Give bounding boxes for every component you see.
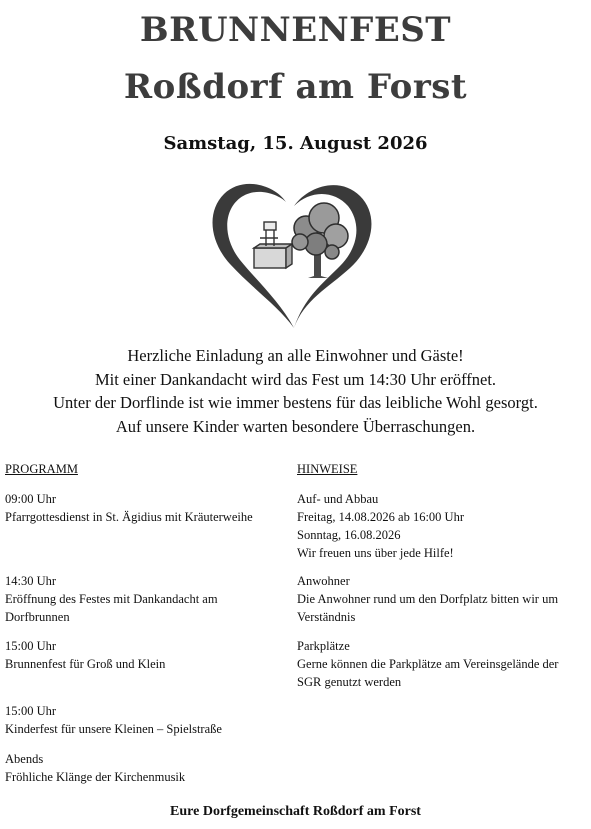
footer-signature: Eure Dorfgemeinschaft Roßdorf am Forst bbox=[170, 804, 421, 819]
invitation-text bbox=[0, 344, 591, 438]
title-line-1: BRUNNENFEST bbox=[139, 10, 452, 50]
program-time: 09:00 Uhr bbox=[5, 492, 57, 506]
program-item bbox=[5, 750, 285, 786]
program-item bbox=[5, 702, 285, 738]
program-item bbox=[5, 572, 285, 626]
note-item bbox=[297, 490, 587, 562]
intro-line: Herzliche Einladung an alle Einwohner und Gäste! bbox=[127, 346, 464, 365]
title-line-2: Roßdorf am Forst bbox=[123, 67, 468, 107]
program-time: 14:30 Uhr bbox=[5, 574, 57, 588]
note-item bbox=[297, 572, 587, 626]
note-text: Gerne können die Parkplätze am Vereinsgelände der bbox=[297, 657, 559, 671]
note-text: Wir freuen uns über jede Hilfe! bbox=[297, 546, 454, 560]
event-date: Samstag, 15. August 2026 bbox=[163, 133, 428, 154]
program-text: Brunnenfest für Groß und Klein bbox=[5, 657, 166, 671]
intro-line: Auf unsere Kinder warten besondere Überraschungen. bbox=[115, 416, 476, 436]
intro-line: Unter der Dorflinde ist wie immer bestens für das leibliche Wohl gesorgt. bbox=[53, 393, 538, 412]
program-time: 15:00 Uhr bbox=[5, 639, 57, 653]
program-time: 15:00 Uhr bbox=[5, 704, 57, 718]
heart-with-tree-and-well-icon bbox=[208, 172, 380, 332]
note-item bbox=[297, 637, 587, 691]
note-text: Freitag, 14.08.2026 ab 16:00 Uhr bbox=[297, 510, 464, 524]
note-text: Sonntag, 16.08.2026 bbox=[297, 528, 401, 542]
program-time: Abends bbox=[5, 752, 44, 766]
intro-line: Mit einer Dankandacht wird das Fest um 14:30 Uhr eröffnet. bbox=[94, 369, 497, 389]
program-text: Eröffnung des Festes mit Dankandacht am bbox=[5, 592, 218, 606]
note-text: Verständnis bbox=[297, 610, 356, 624]
note-text: Die Anwohner rund um den Dorfplatz bitten wir um bbox=[297, 592, 559, 606]
note-title: Auf- und Abbau bbox=[297, 492, 379, 506]
program-heading: PROGRAMM bbox=[5, 462, 78, 476]
program-text: Pfarrgottesdienst in St. Ägidius mit Kräuterweihe bbox=[5, 510, 253, 524]
notes-heading: HINWEISE bbox=[297, 462, 358, 476]
note-title: Parkplätze bbox=[297, 639, 350, 653]
program-text: Fröhliche Klänge der Kirchenmusik bbox=[5, 770, 186, 784]
note-title: Anwohner bbox=[297, 574, 350, 588]
program-text: Dorfbrunnen bbox=[5, 610, 70, 624]
note-text: SGR genutzt werden bbox=[297, 675, 402, 689]
program-text: Kinderfest für unsere Kleinen – Spielstraße bbox=[5, 722, 222, 736]
program-item bbox=[5, 637, 285, 673]
program-item bbox=[5, 490, 285, 526]
